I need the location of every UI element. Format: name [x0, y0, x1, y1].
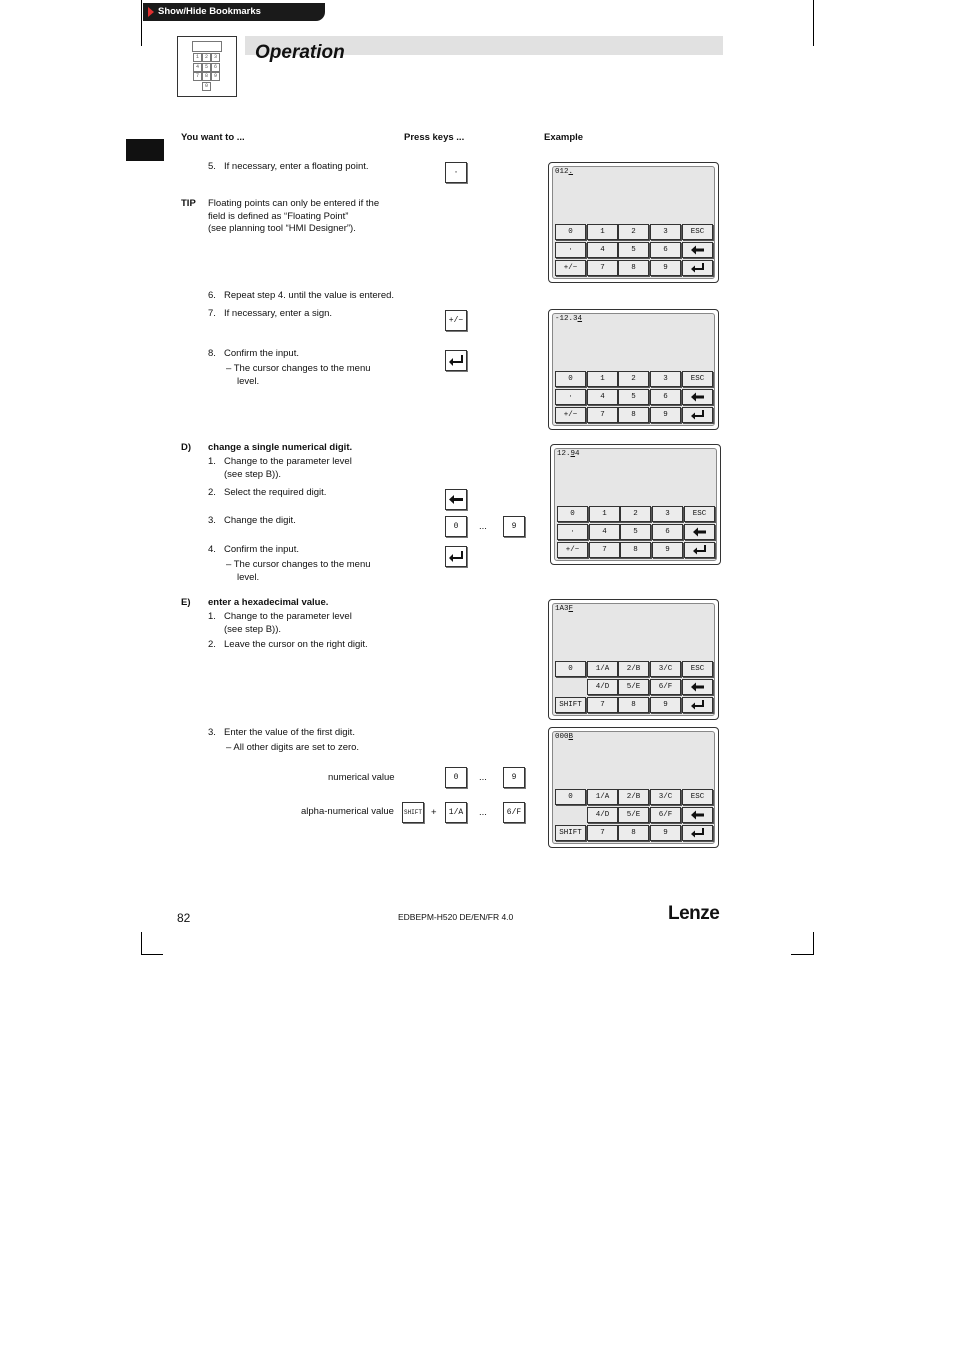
display-key-5[interactable]: 5 [620, 524, 651, 540]
display-value: -12.34 [555, 315, 583, 323]
step-text: Change to the parameter level [224, 611, 352, 622]
display-key-4[interactable]: 4 [587, 389, 618, 405]
step-subtext: level. [237, 376, 260, 387]
display-key-backspace[interactable] [682, 679, 713, 695]
display-key-0[interactable]: 0 [555, 789, 586, 805]
column-header-want: You want to ... [181, 132, 245, 143]
step-text: Repeat step 4. until the value is entered. [224, 290, 395, 301]
step-number: 4. [208, 544, 216, 555]
document-code: EDBEPM-H520 DE/EN/FR 4.0 [398, 912, 514, 922]
example-display-hex-2 [548, 727, 719, 848]
display-key-9[interactable]: 9 [650, 260, 681, 276]
numerical-value-label: numerical value [328, 772, 395, 783]
step-subtext: level. [237, 572, 260, 583]
display-key-1-a[interactable]: 1/A [587, 789, 618, 805]
step-number: 3. [208, 515, 216, 526]
example-display-hex-1 [548, 599, 719, 720]
alpha-numerical-value-label: alpha-numerical value [301, 806, 394, 817]
display-key-backspace[interactable] [682, 807, 713, 823]
display-key-dot[interactable]: +/− [557, 542, 588, 558]
keypad-icon-key: 7 [193, 72, 202, 81]
bookmark-tab-label: Show/Hide Bookmarks [158, 6, 261, 17]
display-key-enter[interactable] [682, 260, 713, 276]
key-9[interactable]: 9 [503, 516, 525, 537]
display-key-enter[interactable] [682, 697, 713, 713]
display-key-4-d[interactable]: 4/D [587, 807, 618, 823]
display-key-9[interactable]: 9 [650, 407, 681, 423]
tip-text: Floating points can only be entered if the [208, 198, 380, 209]
step-number: 6. [208, 290, 216, 301]
keypad-icon [177, 36, 237, 97]
step-text: (see step B)). [224, 624, 282, 635]
step-text: Enter the value of the first digit. [224, 727, 355, 738]
display-key-4[interactable]: 4 [589, 524, 620, 540]
step-subtext: – The cursor changes to the menu [226, 559, 371, 570]
keypad-icon-key: 6 [211, 63, 220, 72]
display-key-2-b[interactable]: 2/B [618, 789, 649, 805]
crop-mark [141, 0, 142, 46]
display-key-0[interactable]: 0 [555, 224, 586, 240]
display-key-enter[interactable] [682, 825, 713, 841]
backspace-arrow-icon [691, 392, 704, 402]
display-key-8[interactable]: 8 [618, 407, 649, 423]
tip-label: TIP [181, 198, 196, 209]
sign-key[interactable]: +/− [445, 310, 467, 331]
display-key-8[interactable]: 8 [620, 542, 651, 558]
display-key-esc[interactable]: ESC [684, 506, 715, 522]
enter-arrow-icon [691, 828, 704, 838]
enter-arrow-icon [691, 410, 704, 420]
step-text: If necessary, enter a floating point. [224, 161, 369, 172]
step-text: If necessary, enter a sign. [224, 308, 333, 319]
display-key-3[interactable]: 3 [652, 506, 683, 522]
display-key-1[interactable]: 1 [589, 506, 620, 522]
plus-sign: + [431, 807, 437, 818]
display-key-0[interactable]: 0 [557, 506, 588, 522]
key-6-f[interactable]: 6/F [503, 802, 525, 823]
display-key-dot[interactable]: · [555, 242, 586, 258]
step-number: 7. [208, 308, 216, 319]
display-key-6[interactable]: 6 [652, 524, 683, 540]
display-key-5[interactable]: 5 [618, 389, 649, 405]
backspace-arrow-icon [691, 682, 704, 692]
tip-text: (see planning tool “HMI Designer”). [208, 223, 356, 234]
display-value: 1A3F [555, 605, 574, 613]
page-title: Operation [255, 42, 345, 63]
display-key-backspace[interactable] [682, 242, 713, 258]
crop-mark [141, 954, 163, 955]
display-value: 000B [555, 733, 574, 741]
enter-arrow-icon [691, 700, 704, 710]
display-key-1[interactable]: 1 [587, 224, 618, 240]
key-0[interactable]: 0 [445, 516, 467, 537]
display-key-8[interactable]: 8 [618, 825, 649, 841]
display-key-4-d[interactable]: 4/D [587, 679, 618, 695]
ellipsis: ... [479, 521, 487, 532]
display-key-esc[interactable]: ESC [682, 789, 713, 805]
display-key-dot[interactable]: · [557, 524, 588, 540]
display-key-shift[interactable]: SHIFT [555, 825, 586, 841]
section-label: E) [181, 597, 191, 608]
key-9[interactable]: 9 [503, 767, 525, 788]
display-value: 12.94 [557, 450, 580, 458]
keypad-icon-key: 1 [193, 53, 202, 62]
display-key-3-c[interactable]: 3/C [650, 789, 681, 805]
step-number: 2. [208, 639, 216, 650]
display-key-dot[interactable]: · [555, 389, 586, 405]
display-key-9[interactable]: 9 [652, 542, 683, 558]
display-key-7[interactable]: 7 [587, 825, 618, 841]
keypad-screen [192, 41, 222, 52]
display-key-dot[interactable]: +/− [555, 260, 586, 276]
step-text: Confirm the input. [224, 348, 299, 359]
display-key-esc[interactable]: ESC [682, 661, 713, 677]
display-key-3[interactable]: 3 [650, 371, 681, 387]
triangle-right-icon [148, 7, 154, 17]
display-key-esc[interactable]: ESC [682, 224, 713, 240]
show-hide-bookmarks-tab[interactable] [143, 3, 325, 21]
display-key-2[interactable]: 2 [618, 371, 649, 387]
display-key-1-a[interactable]: 1/A [587, 661, 618, 677]
step-subtext: – The cursor changes to the menu [226, 363, 371, 374]
step-number: 1. [208, 611, 216, 622]
step-number: 5. [208, 161, 216, 172]
crop-mark [791, 954, 814, 955]
display-key-7[interactable]: 7 [589, 542, 620, 558]
display-key-5-e[interactable]: 5/E [618, 807, 649, 823]
step-number: 1. [208, 456, 216, 467]
display-key-8[interactable]: 8 [618, 260, 649, 276]
keypad-icon-key: 0 [202, 82, 211, 91]
display-key-2[interactable]: 2 [620, 506, 651, 522]
enter-key[interactable] [445, 350, 467, 371]
example-display-sign [548, 309, 719, 430]
keypad-icon-key: 5 [202, 63, 211, 72]
crop-mark [813, 932, 814, 954]
ellipsis: ... [479, 772, 487, 783]
display-key-2-b[interactable]: 2/B [618, 661, 649, 677]
example-display-single-digit [550, 444, 721, 565]
display-key-backspace[interactable] [682, 389, 713, 405]
keypad-icon-key: 9 [211, 72, 220, 81]
crop-mark [813, 0, 814, 46]
display-key-5-e[interactable]: 5/E [618, 679, 649, 695]
arrow-left-icon [449, 494, 463, 505]
column-header-example: Example [544, 132, 584, 143]
enter-arrow-icon [693, 545, 706, 555]
display-key-backspace[interactable] [684, 524, 715, 540]
decimal-point-key[interactable]: · [445, 162, 467, 183]
column-header-press: Press keys ... [404, 132, 465, 143]
step-text: Change to the parameter level [224, 456, 352, 467]
keypad-icon-key: 3 [211, 53, 220, 62]
keypad-icon-key: 2 [202, 53, 211, 62]
ellipsis: ... [479, 807, 487, 818]
step-subtext: – All other digits are set to zero. [226, 742, 360, 753]
section-label: D) [181, 442, 192, 453]
display-key-0[interactable]: 0 [555, 661, 586, 677]
key-0[interactable]: 0 [445, 767, 467, 788]
shift-key[interactable]: SHIFT [402, 802, 424, 823]
display-key-9[interactable]: 9 [650, 697, 681, 713]
display-key-4[interactable]: 4 [587, 242, 618, 258]
enter-arrow-icon [691, 263, 704, 273]
display-key-3[interactable]: 3 [650, 224, 681, 240]
display-key-enter[interactable] [682, 407, 713, 423]
display-key-3-c[interactable]: 3/C [650, 661, 681, 677]
display-key-7[interactable]: 7 [587, 407, 618, 423]
display-key-7[interactable]: 7 [587, 697, 618, 713]
chapter-marker [126, 139, 164, 161]
lenze-logo: Lenze [668, 903, 720, 924]
backspace-arrow-icon [693, 527, 706, 537]
enter-arrow-icon [449, 551, 463, 562]
backspace-arrow-icon [691, 810, 704, 820]
step-number: 3. [208, 727, 216, 738]
display-key-8[interactable]: 8 [618, 697, 649, 713]
keypad-icon-key: 8 [202, 72, 211, 81]
step-number: 2. [208, 487, 216, 498]
display-key-1[interactable]: 1 [587, 371, 618, 387]
display-key-6-f[interactable]: 6/F [650, 807, 681, 823]
section-title: enter a hexadecimal value. [208, 597, 329, 608]
display-key-6[interactable]: 6 [650, 389, 681, 405]
display-key-shift[interactable]: SHIFT [555, 697, 586, 713]
step-text: Leave the cursor on the right digit. [224, 639, 368, 650]
backspace-arrow-icon [691, 245, 704, 255]
crop-mark [141, 932, 142, 954]
step-number: 8. [208, 348, 216, 359]
display-key-5[interactable]: 5 [618, 242, 649, 258]
display-key-6-f[interactable]: 6/F [650, 679, 681, 695]
page-number: 82 [177, 911, 191, 925]
step-text: Select the required digit. [224, 487, 327, 498]
display-key-6[interactable]: 6 [650, 242, 681, 258]
enter-arrow-icon [449, 355, 463, 366]
keypad-icon-key: 4 [193, 63, 202, 72]
display-key-esc[interactable]: ESC [682, 371, 713, 387]
section-title: change a single numerical digit. [208, 442, 353, 453]
example-display-floating-point [548, 162, 719, 283]
display-key-7[interactable]: 7 [587, 260, 618, 276]
display-key-0[interactable]: 0 [555, 371, 586, 387]
step-text: Change the digit. [224, 515, 296, 526]
display-key-9[interactable]: 9 [650, 825, 681, 841]
tip-text: field is defined as “Floating Point” [208, 211, 349, 222]
display-key-dot[interactable]: +/− [555, 407, 586, 423]
key-1-a[interactable]: 1/A [445, 802, 467, 823]
step-text: Confirm the input. [224, 544, 299, 555]
display-key-2[interactable]: 2 [618, 224, 649, 240]
step-text: (see step B)). [224, 469, 282, 480]
display-key-enter[interactable] [684, 542, 715, 558]
enter-key[interactable] [445, 546, 467, 567]
display-value: 012. [555, 168, 574, 176]
cursor-left-key[interactable] [445, 489, 467, 510]
